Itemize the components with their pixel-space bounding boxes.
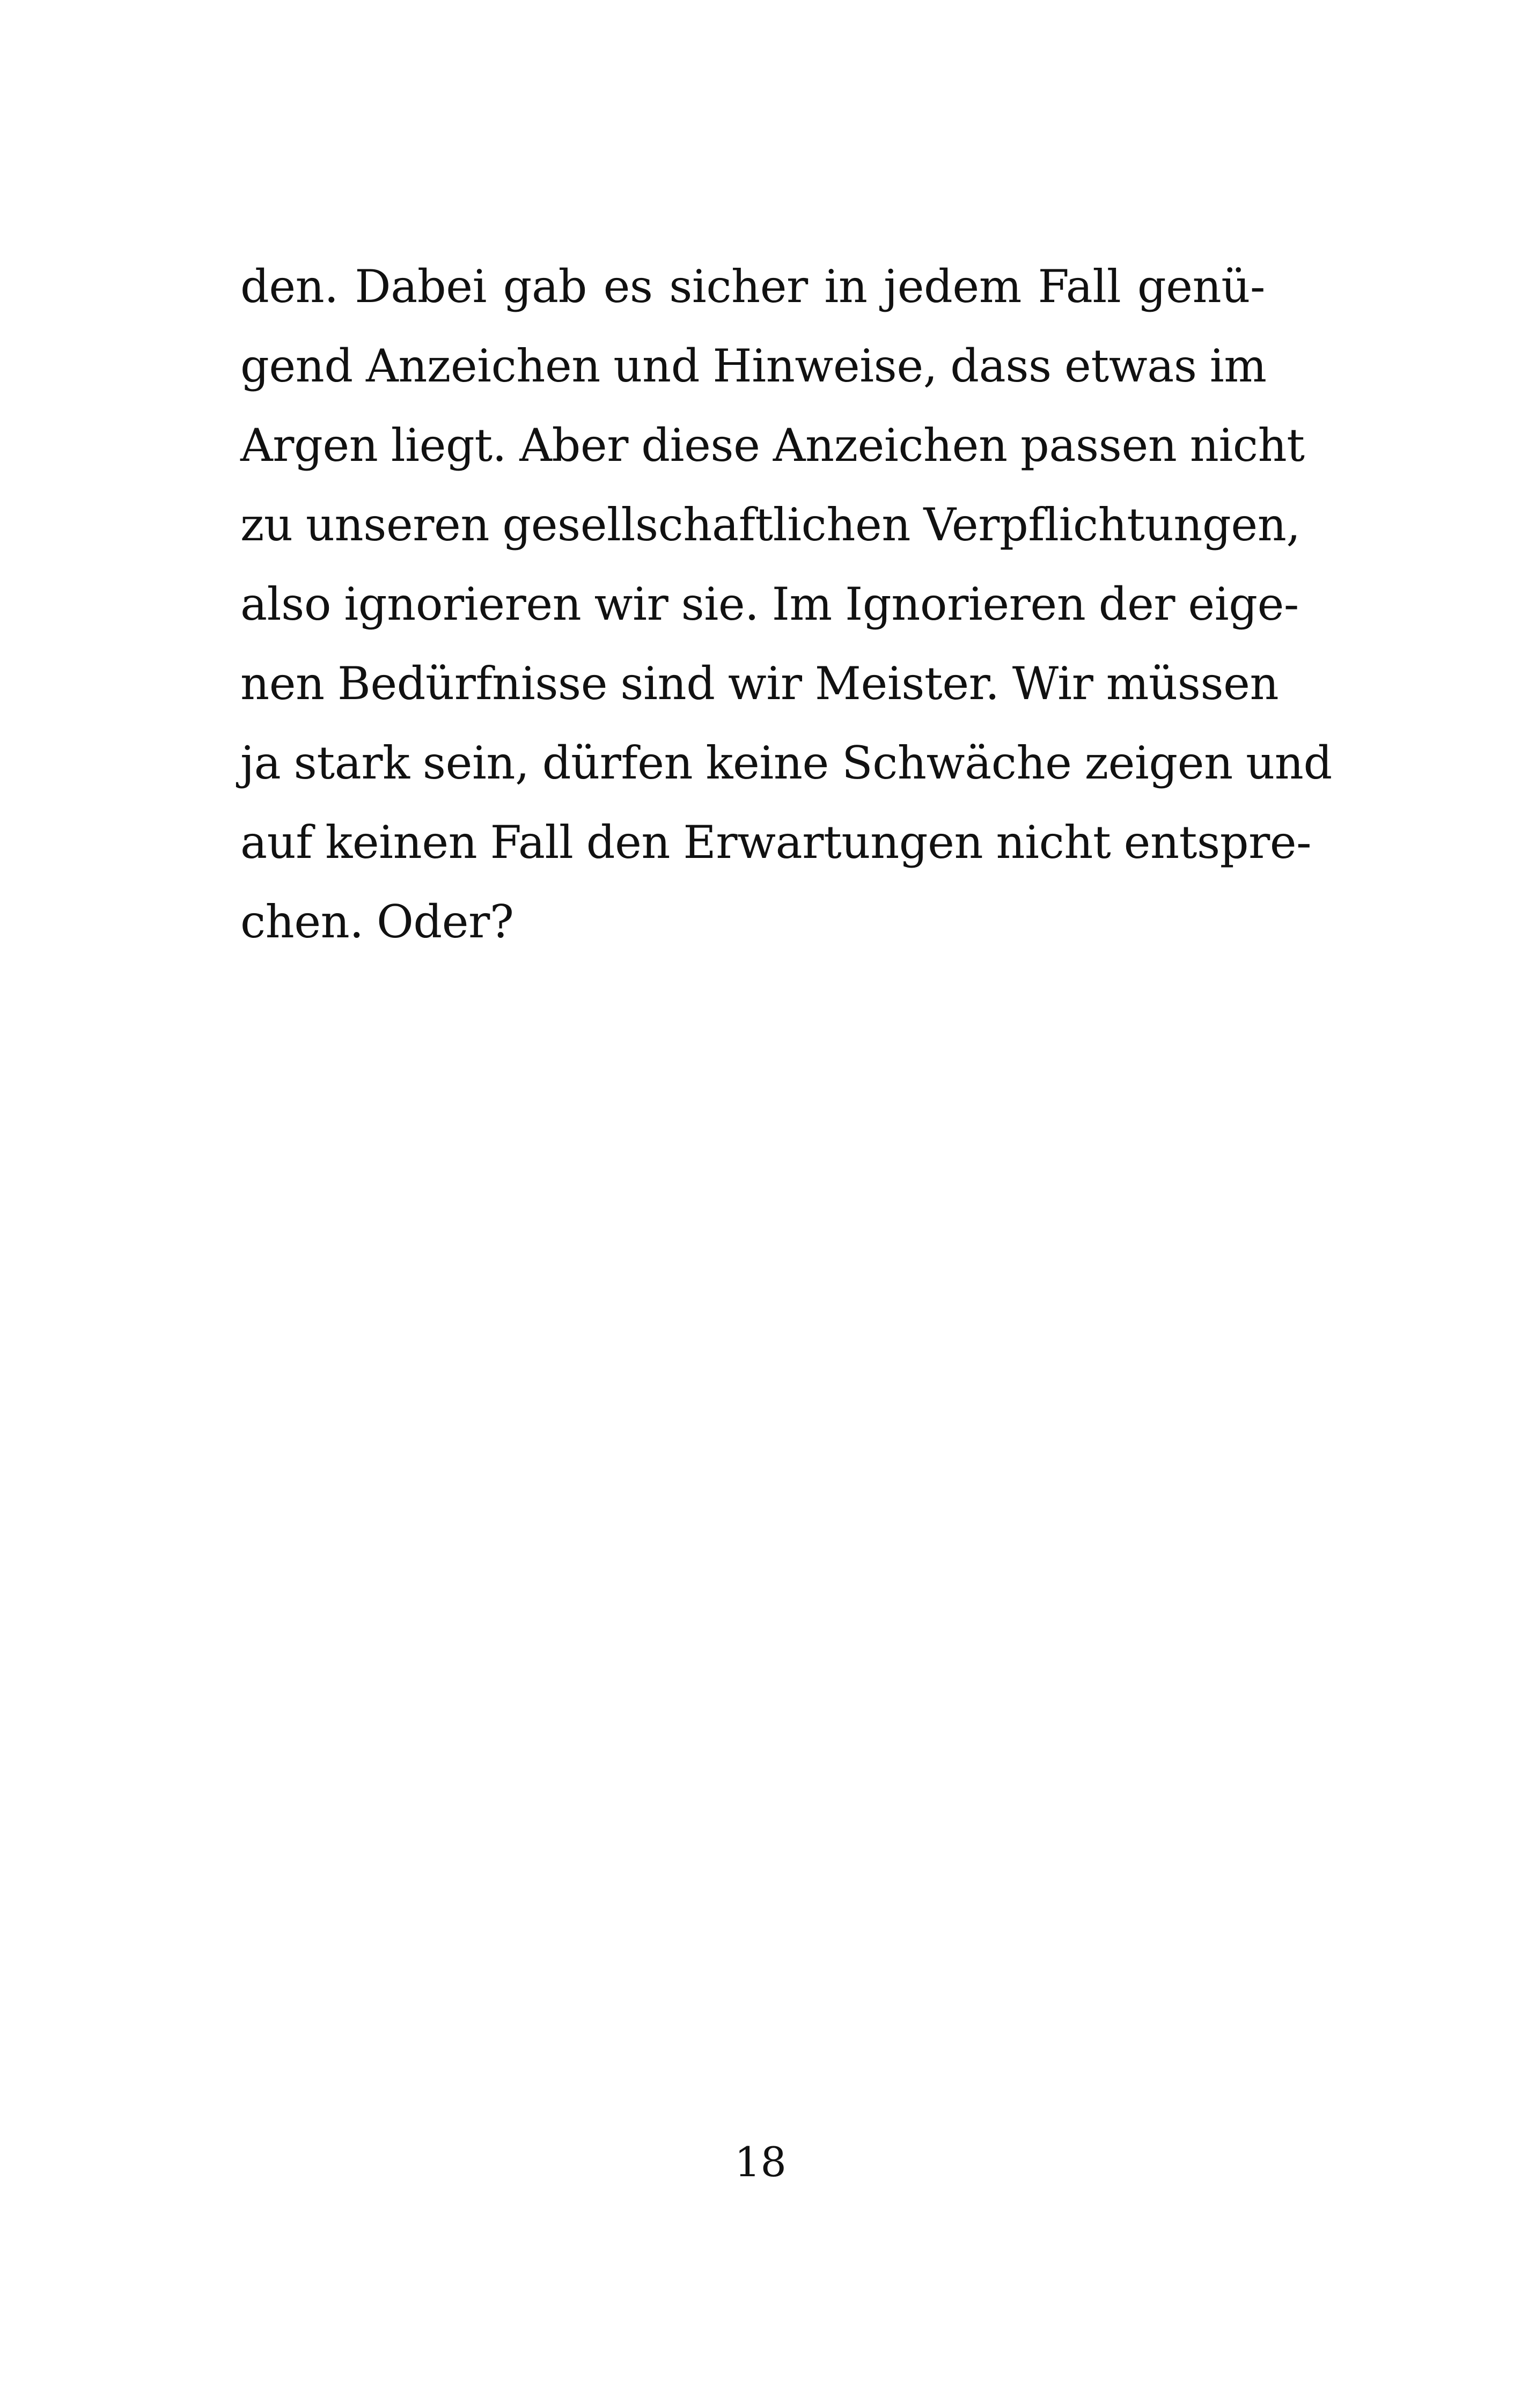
page-number: 18 [734, 2138, 787, 2186]
text-line: chen. Oder? [240, 895, 514, 948]
text-line: ja stark sein, dürfen keine Schwäche zeigen und [240, 737, 1332, 789]
text-line: zu unseren gesellschaftlichen Verpflichtungen, [240, 498, 1300, 551]
text-line: Argen liegt. Aber diese Anzeichen passen nicht [240, 419, 1305, 472]
text-line: den. Dabei gab es sicher in jedem Fall genü- [240, 260, 1265, 313]
text-line: gend Anzeichen und Hinweise, dass etwas im [240, 340, 1267, 392]
text-line: auf keinen Fall den Erwartungen nicht entspre- [240, 816, 1312, 869]
text-line: also ignorieren wir sie. Im Ignorieren der eige- [240, 578, 1299, 630]
body-paragraph [240, 247, 1332, 961]
text-line: nen Bedürfnisse sind wir Meister. Wir müssen [240, 657, 1279, 710]
